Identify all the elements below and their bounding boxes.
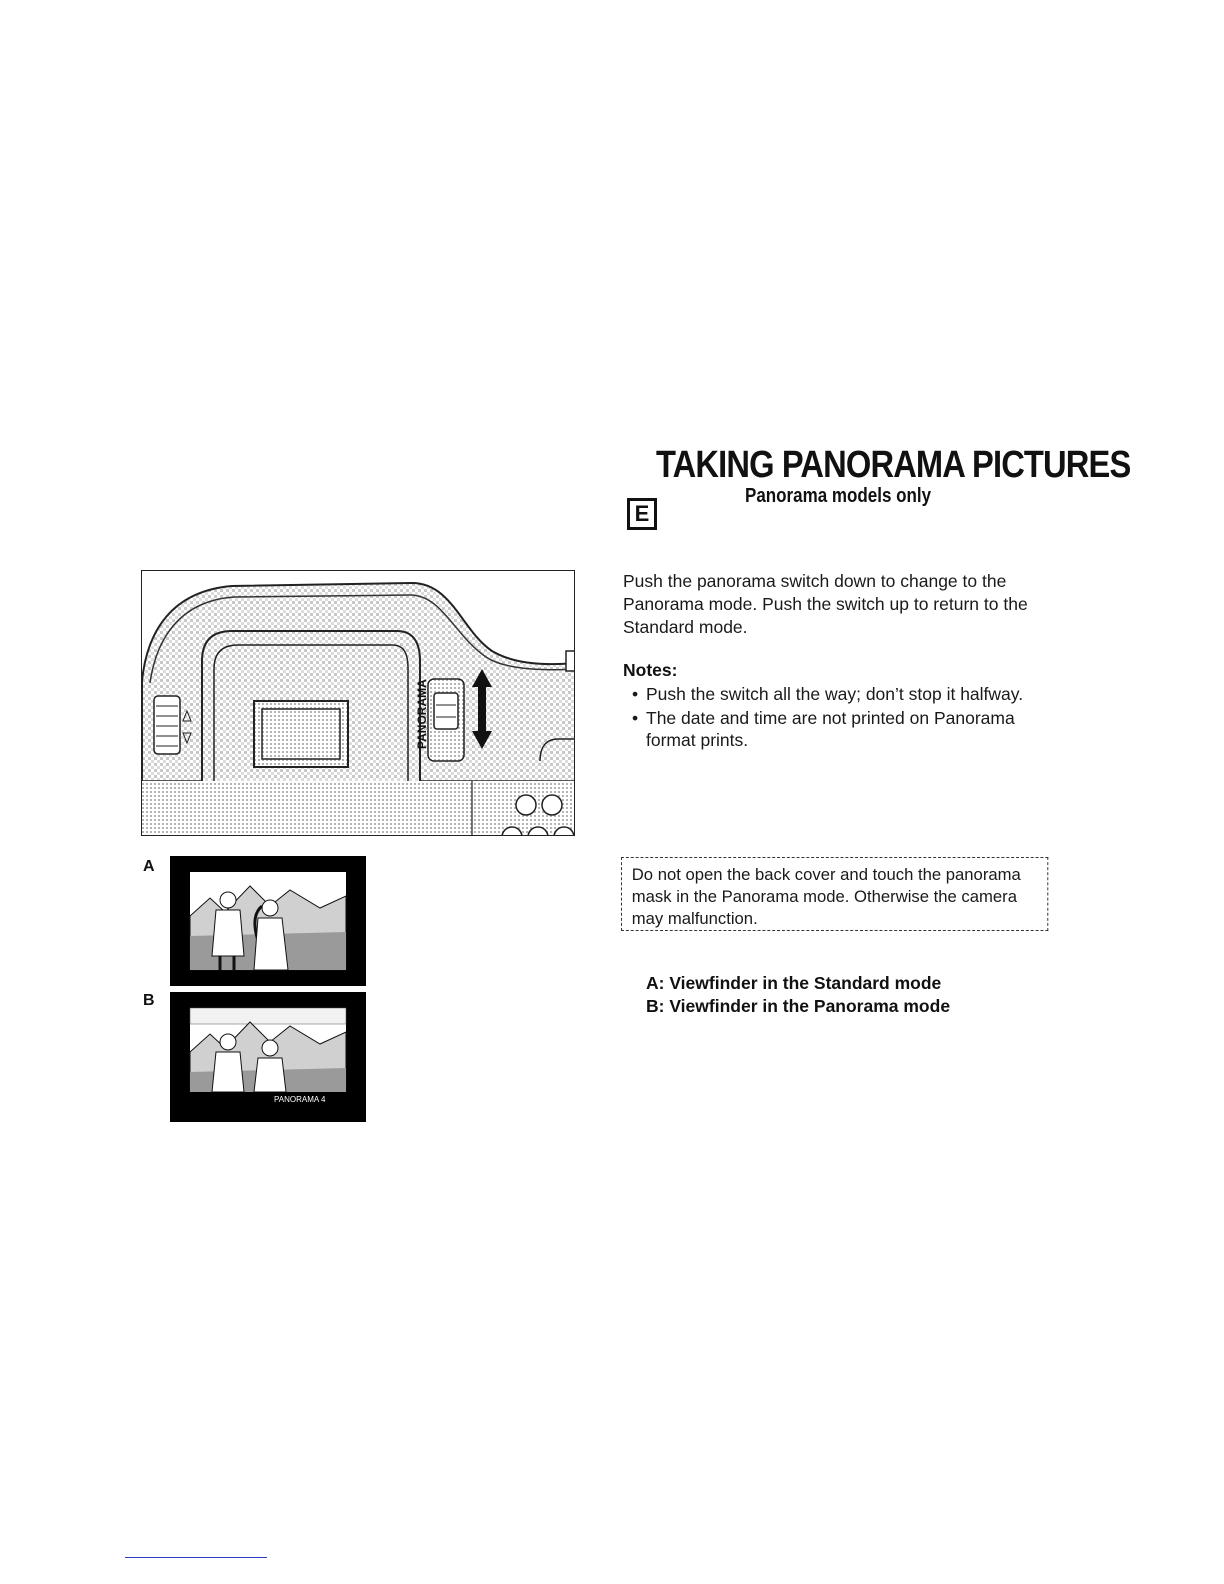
viewfinder-panorama-image xyxy=(170,992,366,1122)
viewfinder-panorama-drawing xyxy=(170,992,366,1122)
viewfinder-standard-image xyxy=(170,856,366,986)
viewfinder-a-label: A xyxy=(143,858,155,875)
page-title: TAKING PANORAMA PICTURES xyxy=(656,444,1131,486)
camera-illustration xyxy=(141,570,575,836)
note-item: • The date and time are not printed on Panorama format prints. xyxy=(632,707,1062,751)
viewfinder-standard-drawing xyxy=(170,856,366,986)
caption-b: B: Viewfinder in the Panorama mode xyxy=(646,996,951,1016)
figure-captions xyxy=(646,972,950,1018)
caption-a: A: Viewfinder in the Standard mode xyxy=(646,973,942,993)
footer-rule xyxy=(125,1557,267,1558)
intro-paragraph: Push the panorama switch down to change to the Panorama mode. Push the switch up to return to the Standard mode. xyxy=(623,571,1028,637)
page-subtitle: Panorama models only xyxy=(745,485,932,507)
panorama-switch-label: PANORAMA xyxy=(415,679,429,749)
notes-list xyxy=(632,683,1062,753)
language-badge: E xyxy=(627,498,657,530)
camera-back-drawing xyxy=(142,571,575,836)
notes-heading: Notes: xyxy=(623,660,678,680)
note-item: • Push the switch all the way; don’t stop it halfway. xyxy=(632,683,1062,705)
panorama-overlay-text: PANORAMA 4 xyxy=(274,1095,326,1104)
caution-box: Do not open the back cover and touch the panorama mask in the Panorama mode. Otherwise the camera may malfunction. xyxy=(621,857,1048,931)
viewfinder-b-label: B xyxy=(143,992,155,1009)
